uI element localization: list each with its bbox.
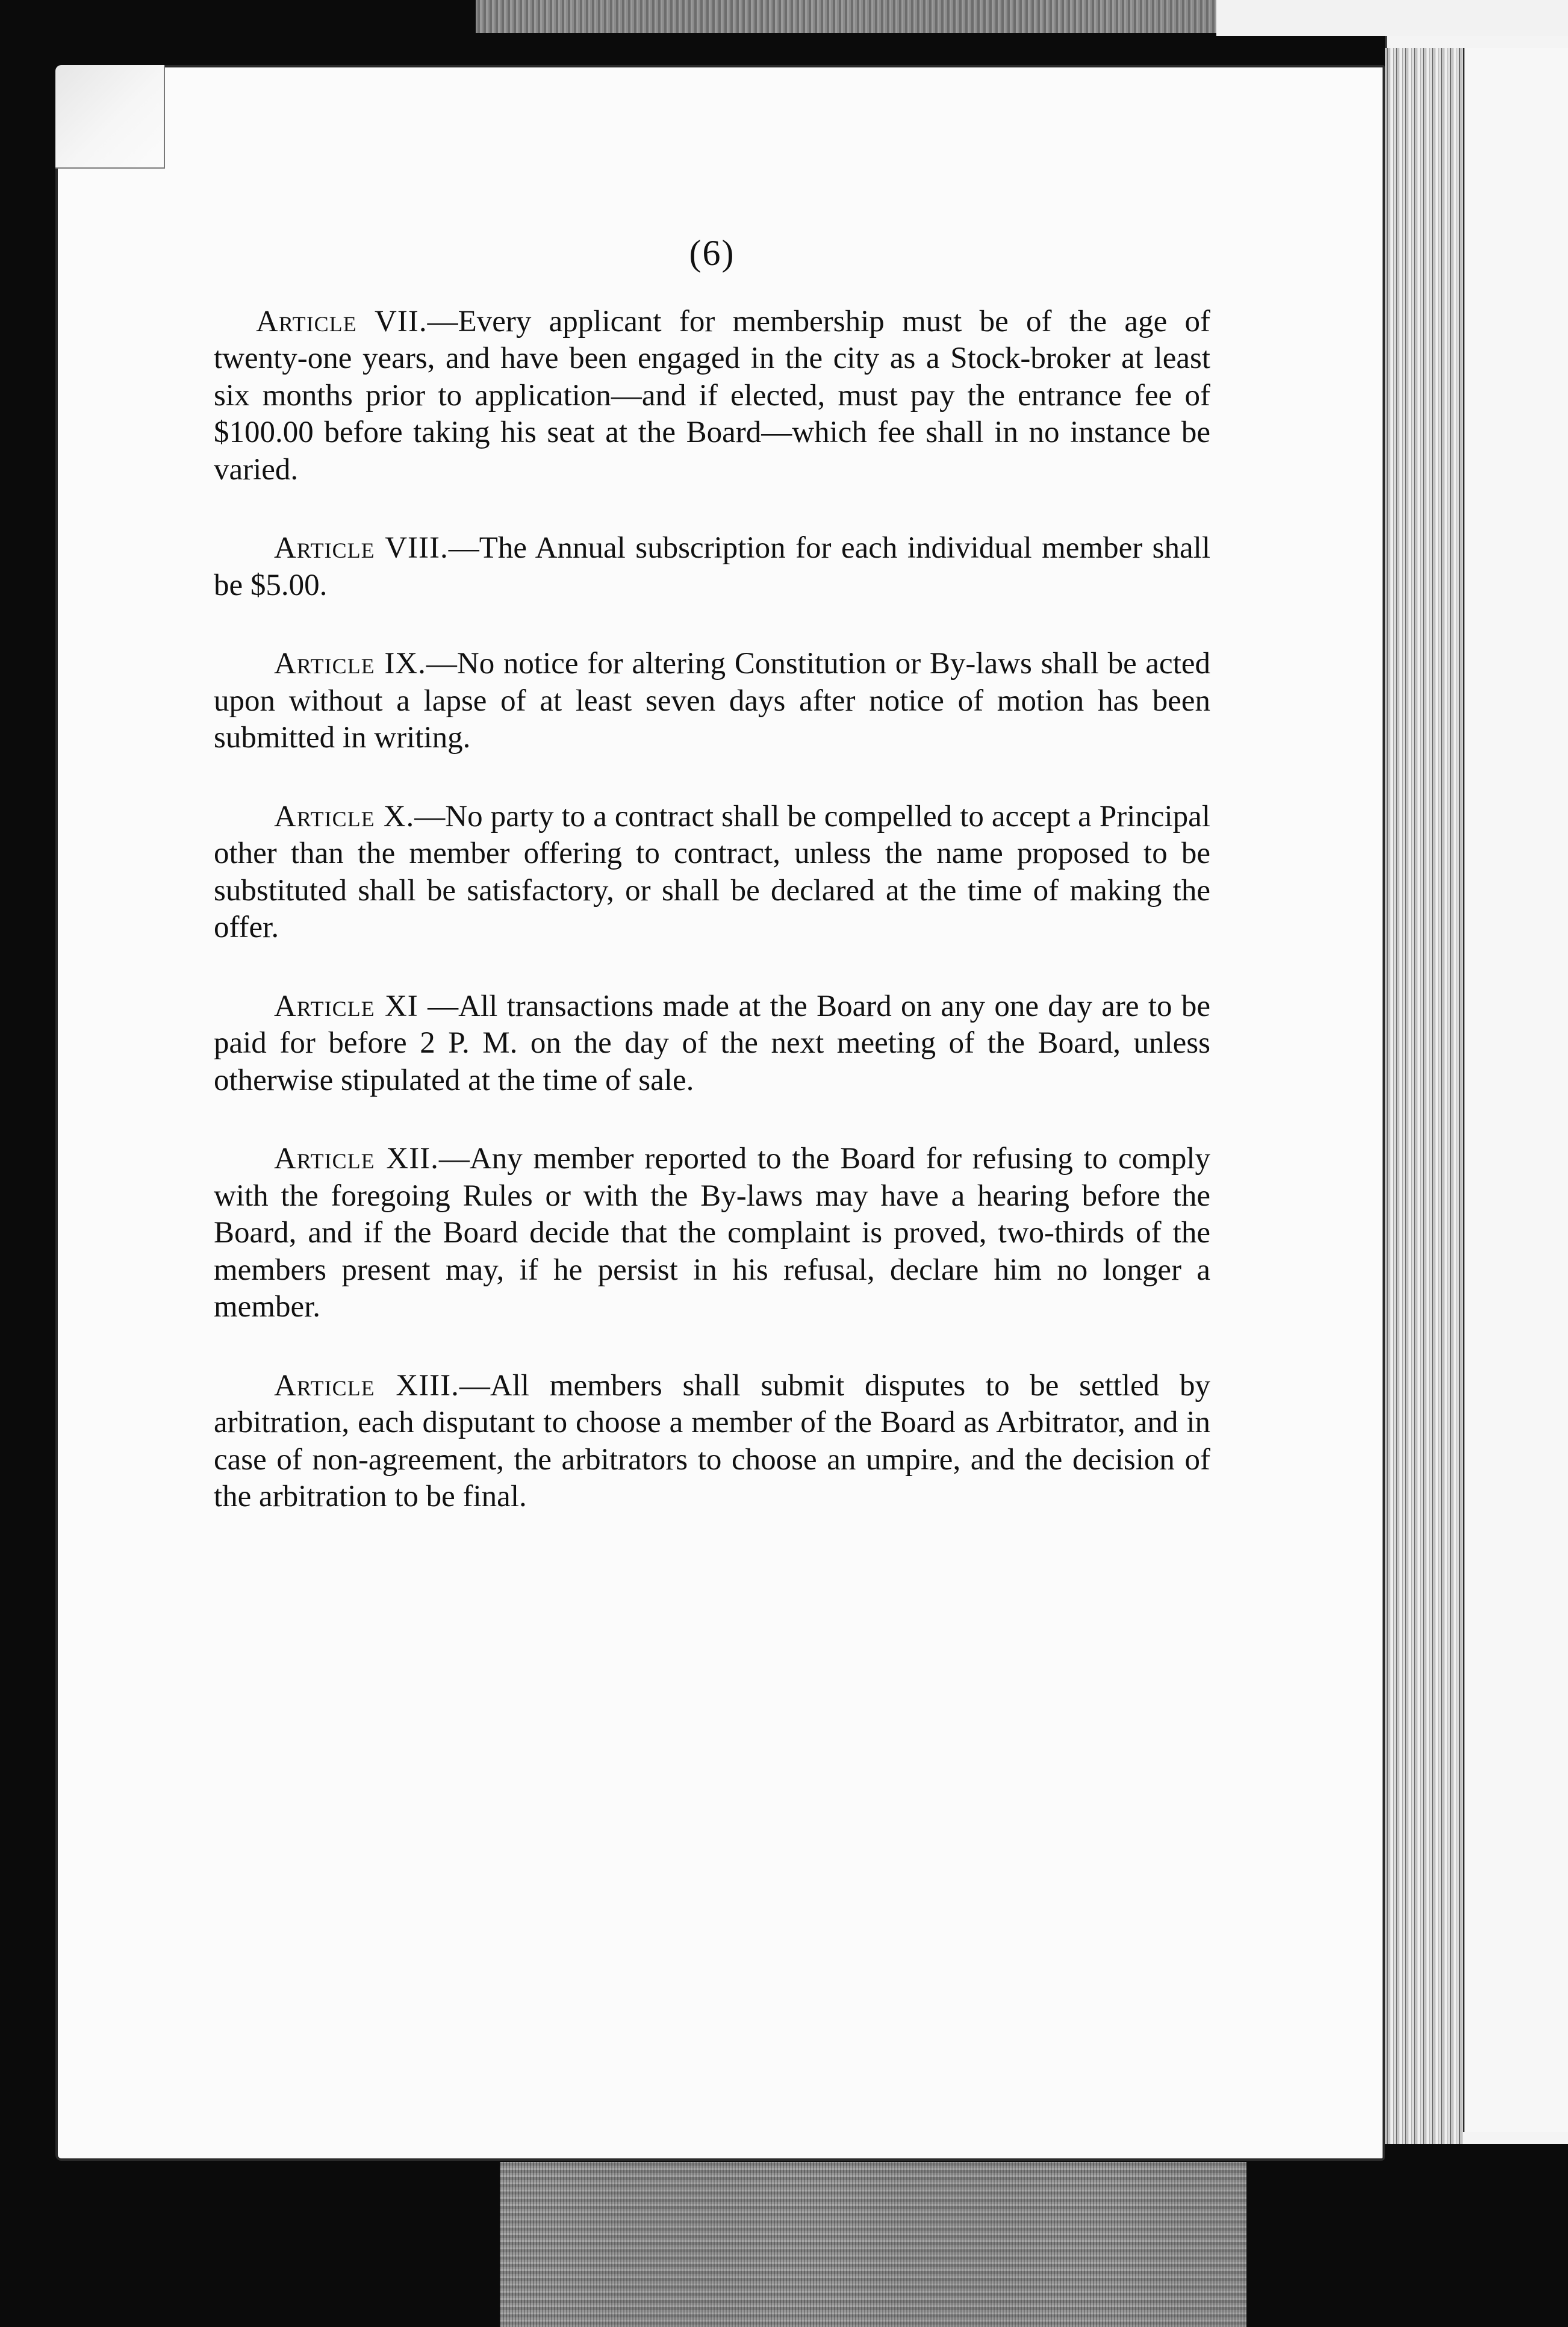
article-body: —No notice for altering Constitution or By-laws shall be acted upon without a lapse of at least seven days after notice of motion has been submitted in writing. [214,647,1210,755]
article-xii [214,1141,1210,1326]
scanner-bed-top [476,0,1216,33]
article-body: —The Annual subscription for each individual member shall be $5.00. [214,531,1211,602]
article-vii [214,304,1210,489]
facing-page-leaf [1463,48,1568,2132]
article-label: Article X. [274,799,415,833]
article-xiii [214,1368,1210,1516]
article-x [214,799,1210,947]
article-label: Article VII. [256,304,428,338]
scanner-bed-bottom [500,2162,1246,2327]
article-label: Article IX. [274,647,426,681]
top-margin-paper [1216,0,1568,36]
article-body: —Every applicant for membership must be of the age of twenty-one years, and have been engaged in the city as a Stock-broker at least six months prior to application—and if elected, must pay the entrance fee of $100.00 before taking his seat at the Board—which fee shall in no instance be varied. [214,304,1210,487]
article-viii [214,530,1210,604]
article-label: Article VIII. [274,531,449,565]
article-body: —Any member reported to the Board for refusing to comply with the foregoing Rules or with the By-laws may have a hearing before the Board, and if the Board decide that the complaint is proved, two-thirds of the members present may, if he persist in his refusal, declare him no longer a member. [214,1142,1210,1324]
article-label: Article XI [274,989,418,1023]
article-body: —No party to a contract shall be compelled to accept a Principal other than the member offering to contract, unless the name proposed to be substituted shall be satisfactory, or shall be declared at the time of making the offer. [214,799,1210,944]
article-body: —All transactions made at the Board on any one day are to be paid for before 2 P. M. on the day of the next meeting of the Board, unless otherwise stipulated at the time of sale. [214,989,1210,1097]
page-number: (6) [689,233,735,273]
article-xi [214,988,1210,1100]
article-body: —All members shall submit disputes to be settled by arbitration, each disputant to choose a member of the Board as Arbitrator, and in case of non-agreement, the arbitrators to choose an umpire, and the decision of the arbitration to be final. [214,1368,1210,1513]
article-ix [214,646,1210,757]
page-corner-fold [55,65,165,169]
page-text [214,235,1210,1557]
book-spine [1385,48,1463,2144]
article-label: Article XII. [274,1142,439,1176]
article-label: Article XIII. [274,1368,459,1403]
